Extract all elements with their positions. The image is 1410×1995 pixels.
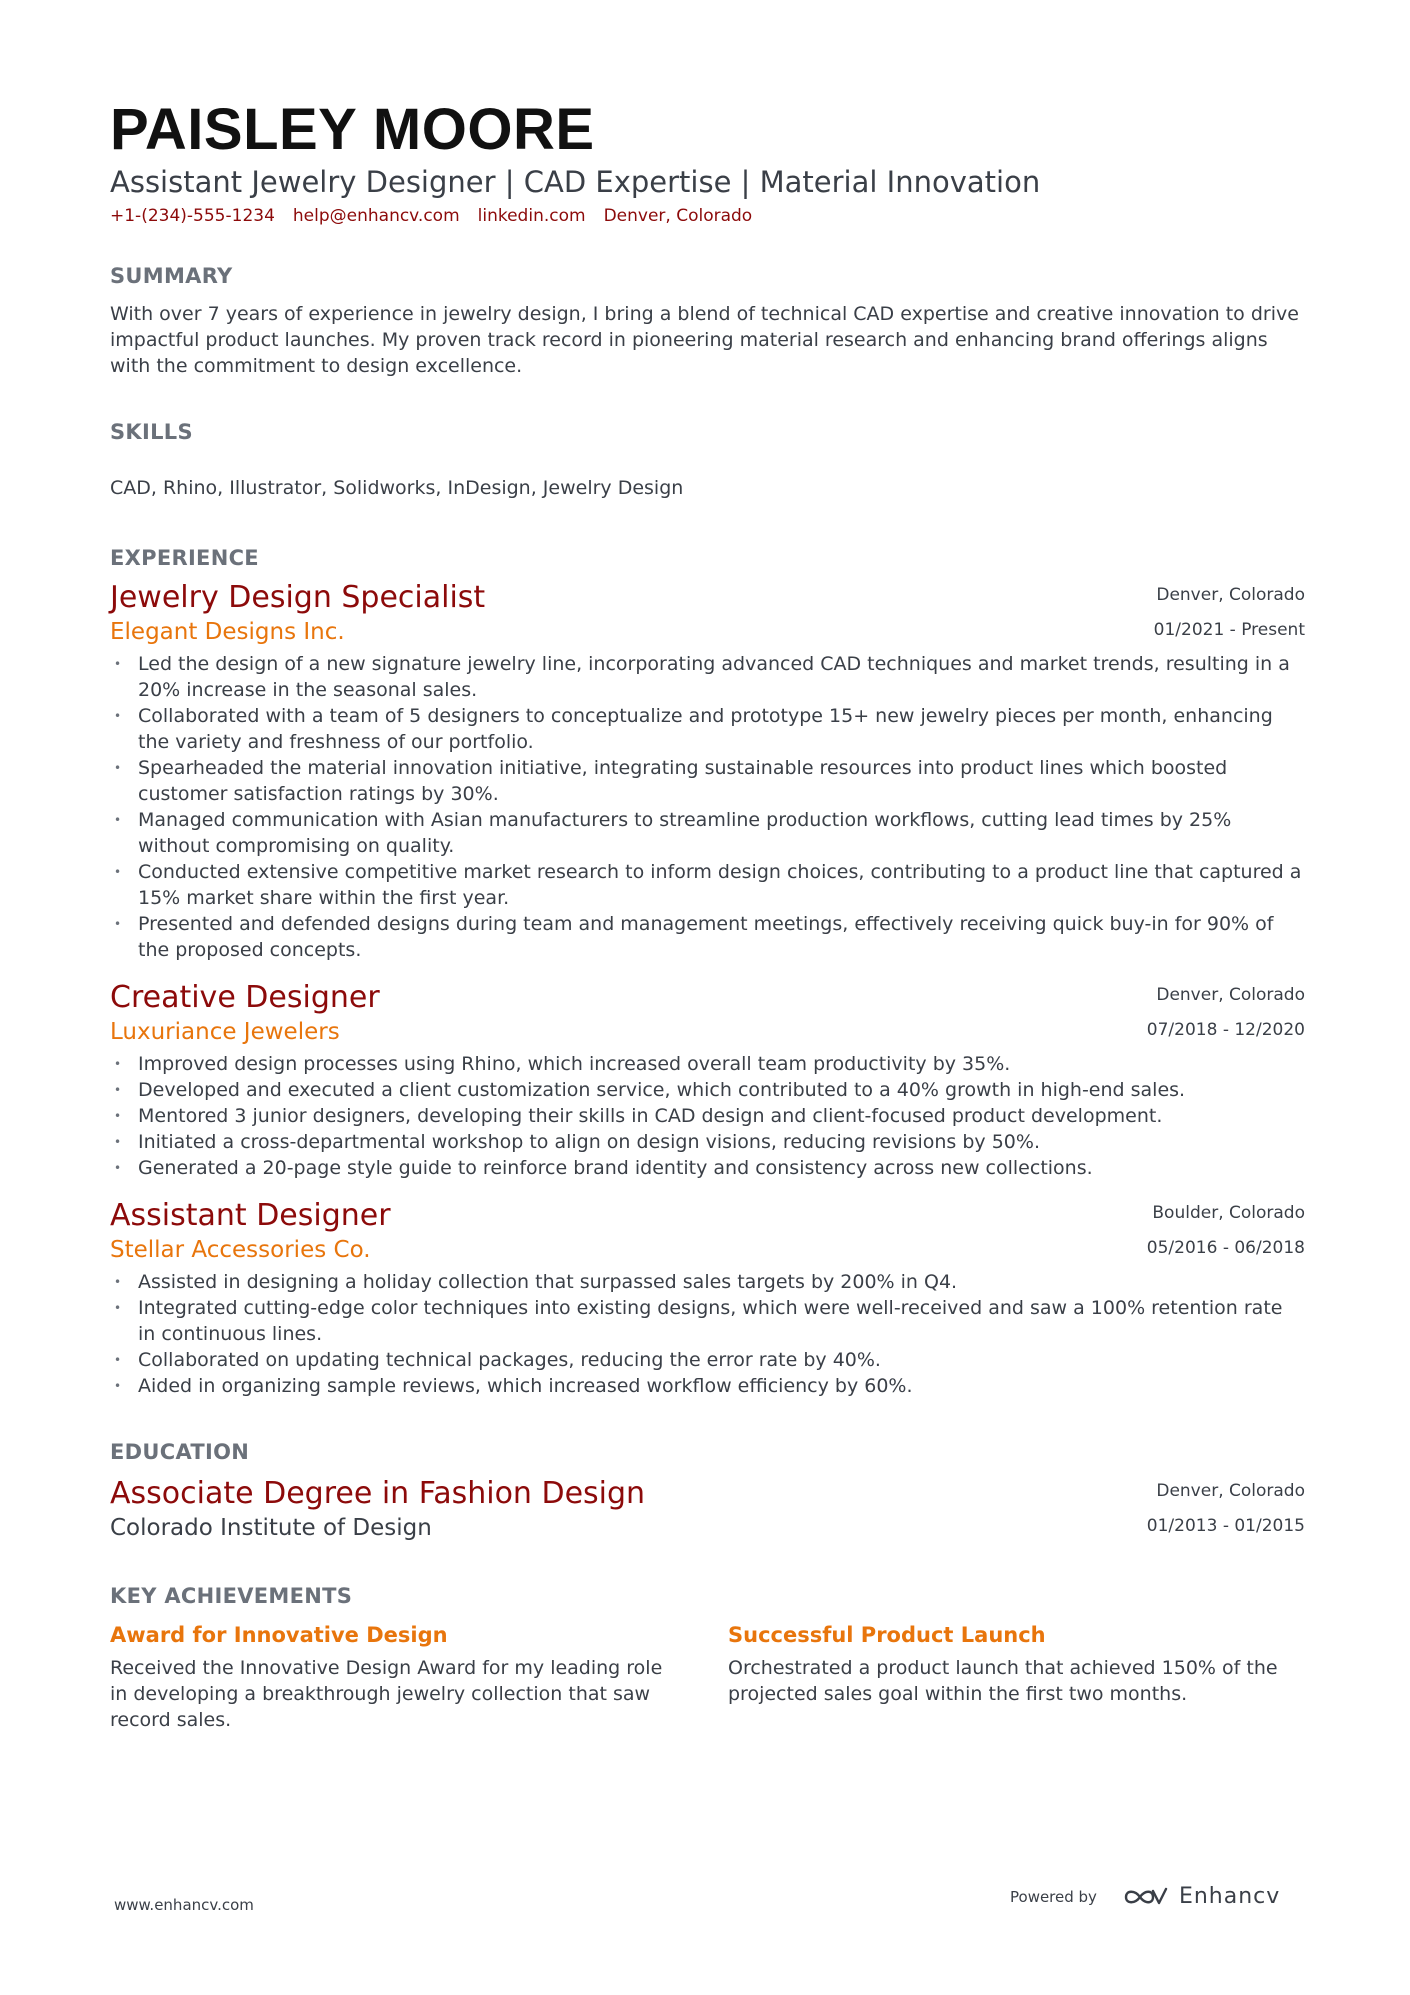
linkedin-link[interactable]: linkedin.com	[477, 206, 586, 226]
skills-list: CAD, Rhino, Illustrator, Solidworks, InDesign, Jewelry Design	[110, 477, 684, 499]
job-bullet: • Aided in organizing sample reviews, which increased workflow efficiency by 60%.	[110, 1373, 1305, 1399]
resume-page	[110, 98, 1305, 1733]
brand-logo[interactable]	[1123, 1884, 1280, 1909]
job-company: Stellar Accessories Co.	[110, 1237, 371, 1263]
education-location: Denver, Colorado	[1156, 1481, 1305, 1501]
job-bullet: • Spearheaded the material innovation initiative, integrating sustainable resources into product lines which boosted customer satisfaction ratings by 30%.	[110, 755, 1305, 807]
achievement-item	[110, 1621, 682, 1733]
school-name: Colorado Institute of Design	[110, 1515, 432, 1541]
job-dates: 07/2018 - 12/2020	[1146, 1020, 1305, 1040]
job-bullet: • Conducted extensive competitive market research to inform design choices, contributing to a product line that captured a 15% market share within the first year.	[110, 859, 1305, 911]
job-bullet: • Collaborated on updating technical packages, reducing the error rate by 40%.	[110, 1347, 1305, 1373]
experience-heading: EXPERIENCE	[110, 546, 259, 570]
skills-heading: SKILLS	[110, 420, 193, 444]
job-bullet: • Presented and defended designs during team and management meetings, effectively receiving quick buy-in for 90% of the proposed concepts.	[110, 911, 1305, 963]
email[interactable]: help@enhancv.com	[292, 206, 460, 226]
candidate-name: PAISLEY MOORE	[110, 97, 595, 162]
powered-by-label: Powered by	[1010, 1887, 1097, 1906]
job-bullet: • Managed communication with Asian manufacturers to streamline production workflows, cutting lead times by 25% without compromising on quality.	[110, 807, 1305, 859]
footer-branding	[1010, 1884, 1280, 1909]
phone[interactable]: +1-(234)-555-1234	[110, 206, 275, 226]
job-bullet: • Collaborated with a team of 5 designers to conceptualize and prototype 15+ new jewelry pieces per month, enhancing the variety and freshness of our portfolio.	[110, 703, 1305, 755]
contact-bar	[110, 205, 1305, 227]
job-company: Luxuriance Jewelers	[110, 1019, 340, 1045]
job-entry	[110, 579, 1305, 963]
education-entry	[110, 1475, 1305, 1543]
job-dates: 01/2021 - Present	[1153, 620, 1305, 640]
location: Denver, Colorado	[603, 206, 753, 226]
summary-heading: SUMMARY	[110, 264, 233, 288]
brand-name: Enhancv	[1178, 1884, 1281, 1909]
achievement-title: Successful Product Launch	[728, 1623, 1046, 1647]
job-company: Elegant Designs Inc.	[110, 619, 345, 645]
job-dates: 05/2016 - 06/2018	[1146, 1238, 1305, 1258]
job-bullet: • Integrated cutting-edge color techniques into existing designs, which were well-received and saw a 100% retention rate in continuous lines.	[110, 1295, 1305, 1347]
achievements-grid	[110, 1621, 1305, 1733]
job-title: Jewelry Design Specialist	[110, 580, 486, 615]
job-entry	[110, 1197, 1305, 1399]
summary-text: With over 7 years of experience in jewelry design, I bring a blend of technical CAD expertise and creative innovation to drive impactful product launches. My proven track record in pioneering material research and enhancing brand offerings aligns with the commitment to design excellence.	[110, 303, 1299, 377]
job-bullet: • Assisted in designing a holiday collection that surpassed sales targets by 200% in Q4.	[110, 1269, 1305, 1295]
job-bullet: • Initiated a cross-departmental workshop to align on design visions, reducing revisions by 50%.	[110, 1129, 1305, 1155]
job-bullets	[110, 651, 1305, 963]
enhancv-logo-icon	[1123, 1885, 1169, 1909]
achievement-item	[728, 1621, 1300, 1733]
job-title: Creative Designer	[110, 980, 380, 1015]
job-location: Boulder, Colorado	[1152, 1203, 1305, 1223]
job-location: Denver, Colorado	[1156, 985, 1305, 1005]
job-bullet: • Led the design of a new signature jewelry line, incorporating advanced CAD techniques and market trends, resulting in a 20% increase in the seasonal sales.	[110, 651, 1305, 703]
achievement-title: Award for Innovative Design	[110, 1623, 448, 1647]
job-location: Denver, Colorado	[1156, 585, 1305, 605]
footer-website[interactable]: www.enhancv.com	[114, 1896, 254, 1914]
job-entry	[110, 979, 1305, 1181]
achievement-description: Received the Innovative Design Award for my leading role in developing a breakthrough jewelry collection that saw record sales.	[110, 1657, 663, 1731]
degree-title: Associate Degree in Fashion Design	[110, 1476, 646, 1511]
job-bullets	[110, 1269, 1305, 1399]
job-bullet: • Improved design processes using Rhino, which increased overall team productivity by 35%.	[110, 1051, 1305, 1077]
job-bullet: • Generated a 20-page style guide to reinforce brand identity and consistency across new collections.	[110, 1155, 1305, 1181]
education-dates: 01/2013 - 01/2015	[1146, 1516, 1305, 1536]
achievement-description: Orchestrated a product launch that achieved 150% of the projected sales goal within the first two months.	[728, 1657, 1278, 1705]
education-heading: EDUCATION	[110, 1440, 250, 1464]
job-bullets	[110, 1051, 1305, 1181]
achievements-heading: KEY ACHIEVEMENTS	[110, 1584, 353, 1608]
job-bullet: • Mentored 3 junior designers, developing their skills in CAD design and client-focused product development.	[110, 1103, 1305, 1129]
headline: Assistant Jewelry Designer | CAD Expertise | Material Innovation	[110, 165, 1041, 199]
job-bullet: • Developed and executed a client customization service, which contributed to a 40% growth in high-end sales.	[110, 1077, 1305, 1103]
job-title: Assistant Designer	[110, 1198, 391, 1233]
